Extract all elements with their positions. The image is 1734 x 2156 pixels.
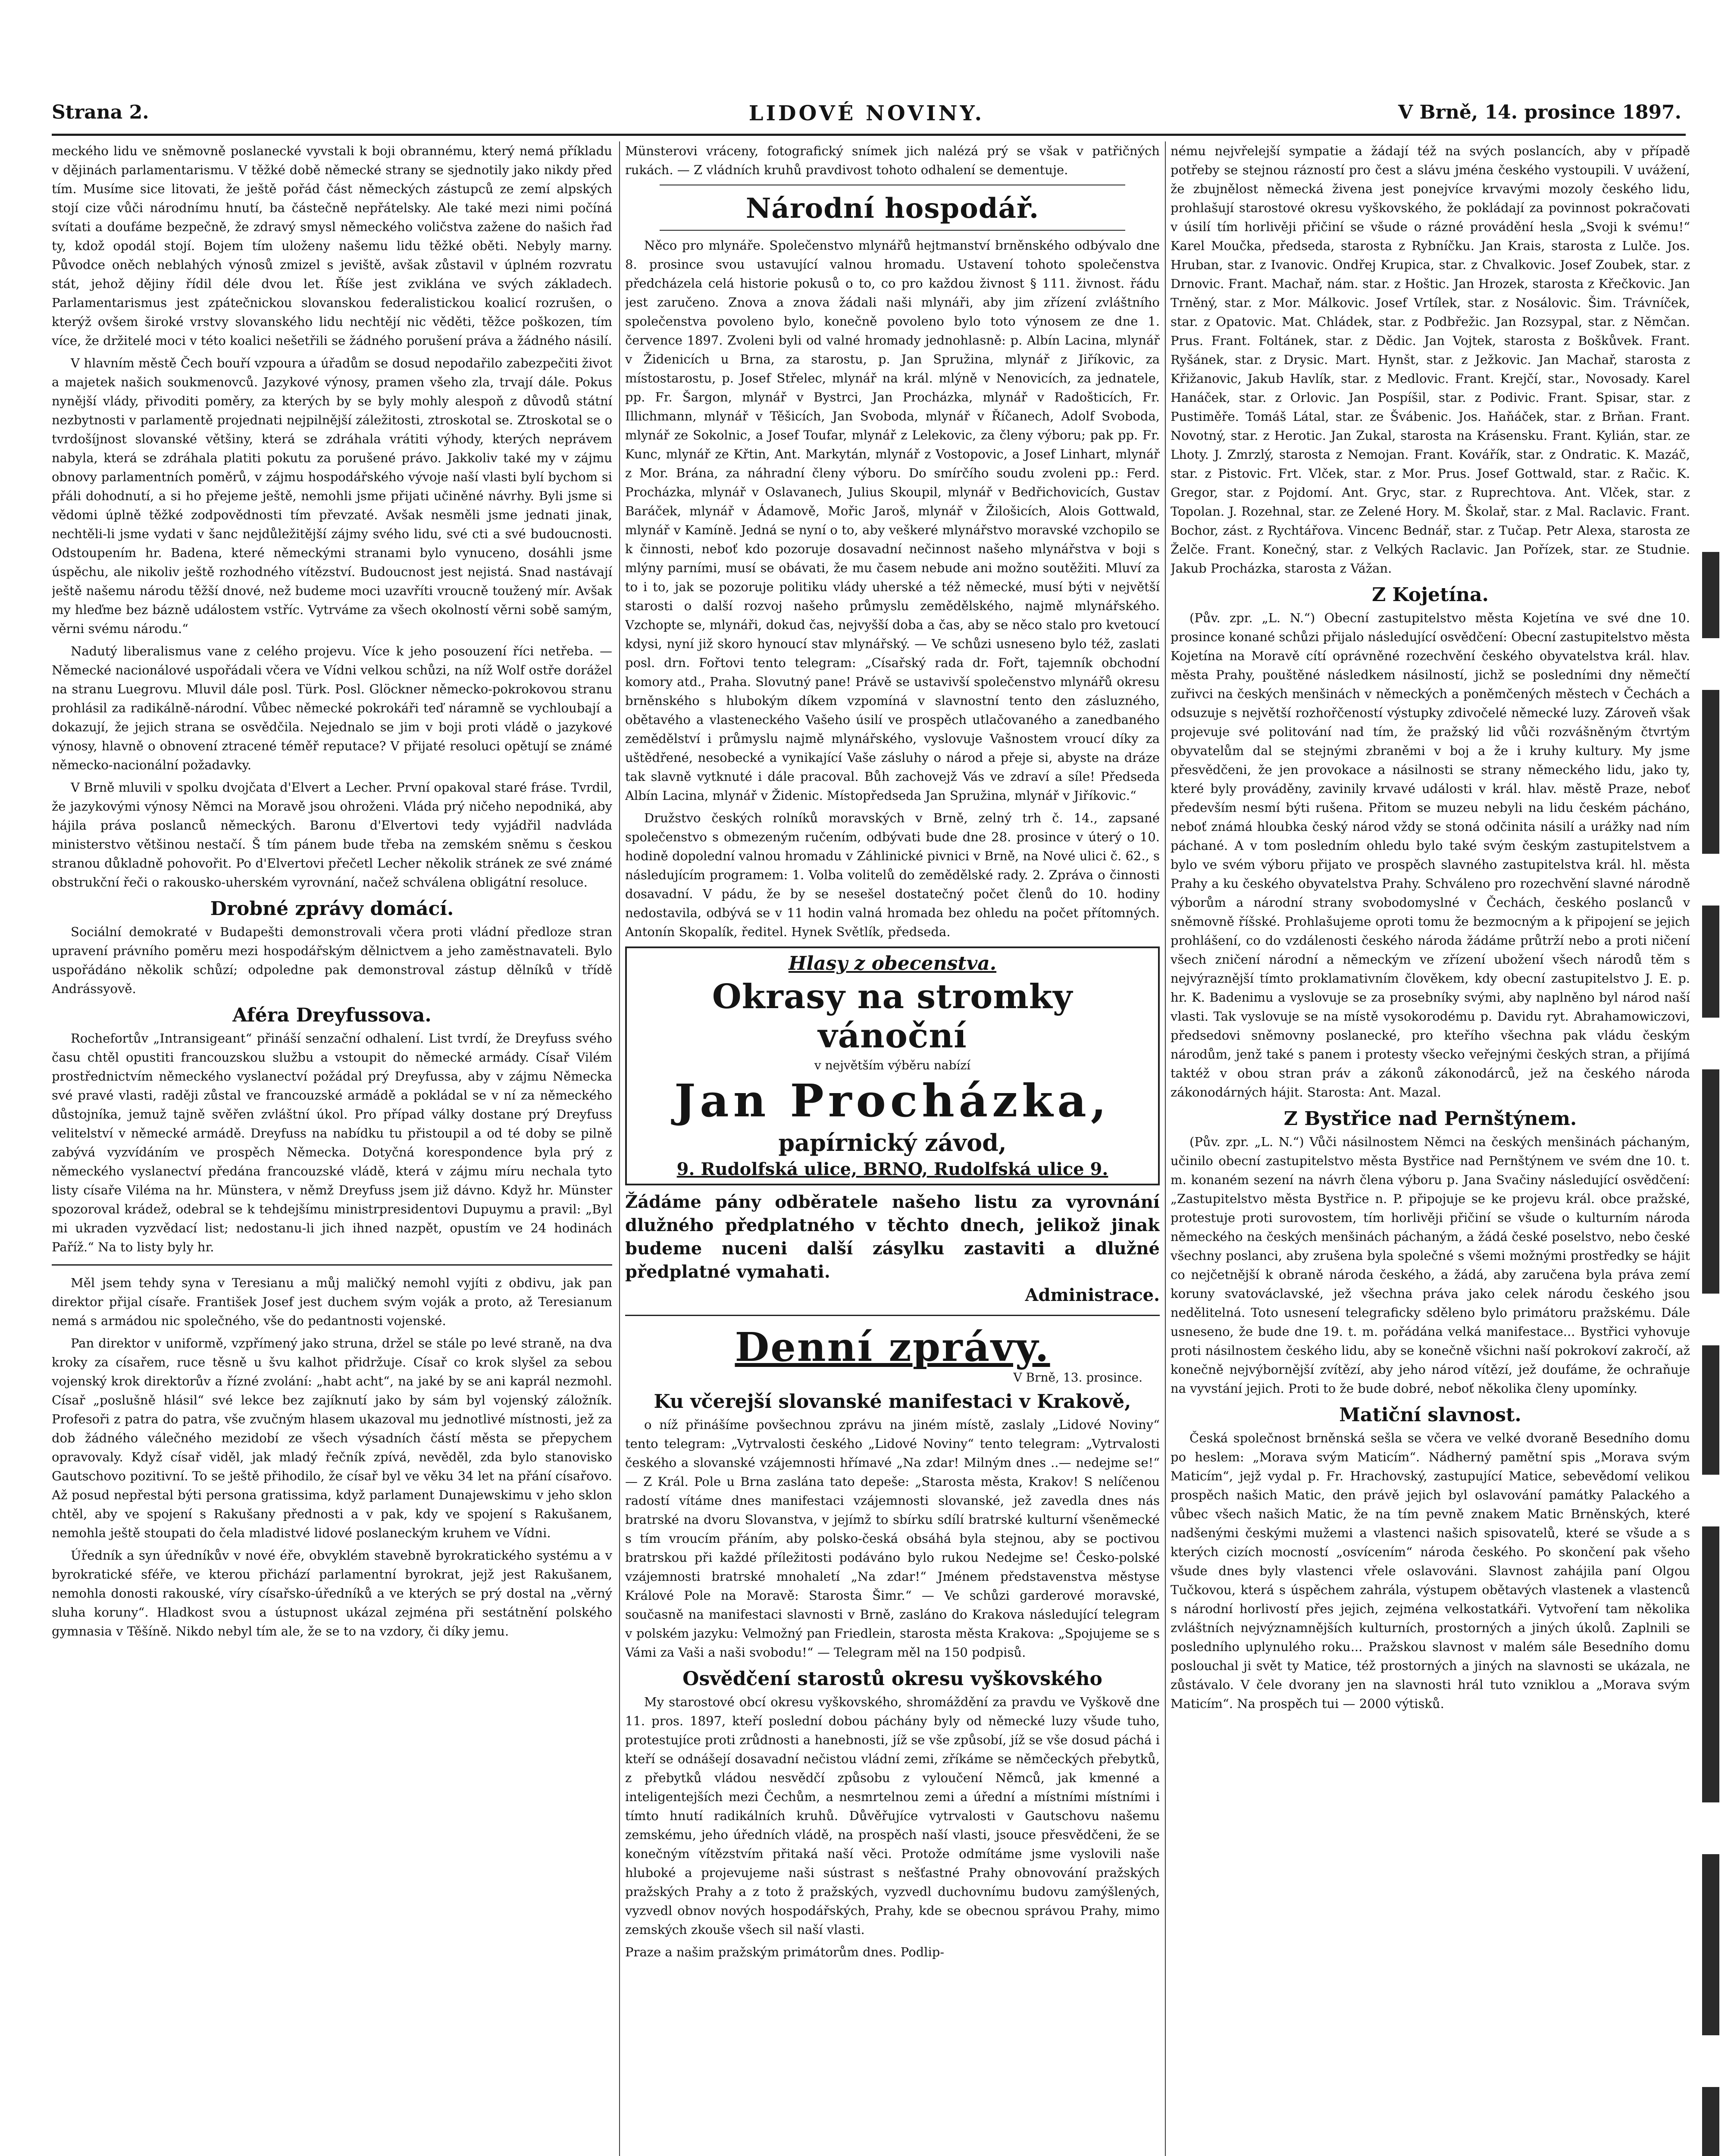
- article-heading: Ku včerejší slovanské manifestaci v Krakově,: [654, 1391, 1131, 1413]
- column-2: [625, 141, 1160, 2156]
- ad-business: papírnický závod,: [778, 1129, 1007, 1156]
- bleed-through-marks: [1698, 552, 1724, 2156]
- section-heading-daily-news: Denní zprávy.: [735, 1324, 1050, 1370]
- article-paragraph: Münsterovi vráceny, fotografický snímek jich nalézá prý se však v patřičných rukách. — Z vládních kruhů pravdivost tohoto odhalení se dementuje.: [625, 144, 1160, 177]
- article-paragraph: Nadutý liberalismus vane z celého projevu. Více k jeho posouzení říci netřeba. — Německé nacionálové uspořádali včera ve Vídni velkou schůzi, na níž Wolf ostře dorážel na stranu Luegrovu. Mluvil dále posl. Türk. Posl. Glöckner německo-pokrokovou stranu prohlásil za radikálně-národní. Vůbec německé pokrokáři teď náramně se vychloubají a dokazují, že jejich strana se osvědčila. Nejednalo se jim v boji proti vládě o jazykové výnosy, hlavně o obnovení ztracené téměř reputace? V přijaté resoluci opětují se známé německo-nacionální požadavky.: [52, 644, 612, 772]
- article-paragraph: Sociální demokraté v Budapešti demonstrovali včera proti vládní předloze stran upravení právního poměru mezi hospodářským dělnictvem a jeho zaměstnavateli. Bylo uspořádáno několik schůzí; odpoledne pak demonstroval zástup dělníků v třídě Andrássyově.: [52, 924, 612, 996]
- notice-signature: Administrace.: [1025, 1285, 1160, 1305]
- feuilleton-rule: [52, 1264, 612, 1266]
- dateline: V Brně, 14. prosince 1897.: [1398, 101, 1681, 123]
- article-paragraph: Družstvo českých rolníků moravských v Brně, zelný trh č. 14., zapsané společenstvo s obmezeným ručením, odbývati bude dne 28. prosince v úterý o 10. hodině dopolední valnou hromadu v Záhlinické pivnici v Brně, na Nové ulici č. 62., s následujícím programem: 1. Volba volitelů do zemědělské rady. 2. Zpráva o činnosti dosavadní. V pádu, že by se nesešel dostatečný počet členů do 10. hodiny nedostavila, odbývá se v 11 hodin valná hromada bez ohledu na počet přítomných. Antonín Skopalík, ředitel. Hynek Světlík, předseda.: [625, 811, 1160, 939]
- section-rule: [660, 230, 1125, 231]
- ad-subline: v největším výběru nabízí: [814, 1058, 971, 1072]
- column-3: [1171, 141, 1690, 2156]
- article-paragraph: V hlavním městě Čech bouří vzpoura a úřadům se dosud nepodařilo zabezpečiti život a majetek našich soukmenovců. Jazykové výnosy, pramen všeho zla, trvají dále. Pokus nynější vlády, přivoditi poměry, za kterých by se byly mohly alespoň z důvodů státní nezbytnosti v parlamentě projednati nejpilnější záležitosti, ztroskotal se. Ztroskotal se o tvrdošíjnost slovanské většiny, která se zdráhala vrátiti výhody, kterých neprávem nabyla, která se zdráhala platiti pokutu za porušené právo. Jakkoliv také my v zájmu obnovy parlamentních poměrů, v zájmu hospodářského vývoje naší vlasti bylí bychom si přáli dohodnutí, a si ho přejeme ještě, nemohli jsme přijati učiněné návrhy. Byli jsme si vědomi úplně těžké zodpovědnosti tím převzaté. Avšak nesměli jsme jednati jinak, nechtěli-li jsme vydati v šanc nejdůležitější zájmy svého lidu, své cti a své budoucnosti. Odstoupením hr. Badena, které německými stranami bylo vynuceno, dosáhli jsme úspěchu, ale nikoliv ještě rozhodného vítězství. Budoucnost jest nejistá. Snad nastávají ještě našemu národu těžší dnové, než budeme moci uzavříti vroucně toužený mír. Avšak my hleďme bez bázně událostem vstříc. Vytrváme za všech okolností věrni sobě samým, věrni svému národu.“: [52, 356, 612, 636]
- article-paragraph: meckého lidu ve sněmovně poslanecké vyvstali k boji obrannému, který nemá příkladu v dějinách parlamentarismu. V těžké době německé strany se sjednotily jako nikdy před tím. Musíme sice litovati, že ještě pořád část německých zástupců ze zemí alpských stojí cize vůči národnímu hnutí, ba částečně nepřátelsky. Ale také mezi nimi počíná svítati a doufáme bezpečně, že zdravý smysl německého voličstva zažene do našich řad ty, kdož opodál stojí. Bojem tím uloženy našemu lidu těžké oběti. Nebyly marny. Původce oněch neblahých výnosů zmizel s jeviště, avšak zůstavil v úplném rozvratu stát, jehož dějiny řídil déle dvou let. Říše jest zviklána ve svých základech. Parlamentarismus jest zpátečnickou slovanskou federalistickou koalicí rozrušen, o kterýž ovšem široké vrstvy slovanského lidu nechtějí nic věděti, těžce poškozen, tím více, že držitelé moci v této koalici nešetřili se žádného porušení práva a žádného násilí.: [52, 144, 612, 348]
- masthead: LIDOVÉ NOVINY.: [748, 101, 985, 125]
- article-heading: Osvědčení starostů okresu vyškovského: [682, 1668, 1102, 1690]
- feuilleton-paragraph: Měl jsem tehdy syna v Teresianu a můj maličký nemohl vyjíti z obdivu, jak pan direktor přijal císaře. František Josef jest duchem svým voják a proto, až Teresianum nemá s armádou nic společného, vše do pedantnosti vojenské.: [52, 1275, 612, 1328]
- column-1: [52, 141, 612, 2156]
- article-paragraph: Praze a našim pražským primátorům dnes. Podlip-: [625, 1945, 945, 1959]
- article-paragraph: Česká společnost brněnská sešla se včera ve velké dvoraně Besedního domu po heslem: „Morava svým Maticím“. Nádherný pamětní spis „Morava svým Maticím“, jejž vydal p. Fr. Hrachovský, zastupující Matice, sebevědomí velikou prospěch našich Matic, den právě jejich byl oslavování památky Palackého a vůbec všech našich Matic, že na tím pevně znakem Matic Brněnských, které nadšenými českými mužemi a vlastenci našich spisovatelů, které se všude a s kterých cizích mocností „osvícením“ národa českého. Po skončení pak všeho všude dnes byly vlastenci vřele oslavováni. Slavnost zahájila paní Olgou Tučkovou, která s úspěchem zahrála, výstupem obětavých vlastenek a vlastenců s národní horlivostí přes jejich, zejména velkostatkáři. Vytvoření tam několika zvláštních nejvýznamnějších kulturních, prostorných a jiných úkolů. Zaplnili se posledního uplynulého roku... Pražskou slavnost v malém sále Besedního domu poslouchal ji svět ty Matice, též prostorných a jiných na slavnosti se ukázala, ne zůstávalo. V čele dvorany jen na slavnosti hrál tuto vzniklou a „Morava svým Maticím“. Na prospěch tui — 2000 výtisků.: [1171, 1431, 1690, 1711]
- column-divider: [1165, 141, 1166, 2156]
- article-paragraph: nému nejvřelejší sympatie a žádají též na svých poslancích, aby v případě potřeby se stejnou rázností pro čest a slávu jména českého vystoupili. V uvážení, že zbujnělost německá živena jest ponejvíce krvavými mozoly českého lidu, prohlašují starostové okresu vyškovského, že pokládají za povinnost pokračovati v úsilí tím horlivěji přičiní se všude o rázné provádění hesla „Svoji k svému!“ Karel Moučka, předseda, starosta z Rybníčku. Jan Krais, starosta z Lulče. Jos. Hruban, star. z Ivanovic. Ondřej Krupica, star. z Chvalkovic. Josef Zoubek, star. z Drnovic. Frant. Machař, nám. star. z Hoštic. Jan Hrozek, starosta z Křečkovic. Jan Trněný, star. z Mor. Málkovic. Josef Vrtílek, star. z Nosálovic. Šim. Trávníček, star. z Opatovic. Mat. Chládek, star. z Podbřežic. Jan Rozsypal, star. z Němčan. Prus. Frant. Foltánek, star. z Dědic. Jan Vojtek, starosta z Boškůvek. Frant. Ryšánek, star. z Drysic. Mart. Hynšt, star. z Ježkovic. Jan Machař, starosta z Křižanovic, Jakub Havlík, star. z Medlovic. Frant. Krejčí, star., Novosady. Karel Hanáček, star. z Orlovic. Jan Pospíšil, star. z Podivic. Frant. Spisar, star. z Pustiměře. Tomáš Látal, star. ze Švábenic. Jos. Haňáček, star. z Brňan. Frant. Novotný, star. z Herotic. Jan Zukal, starosta na Krásensku. Frant. Kylián, star. ze Lhoty. J. Zmrzlý, starosta z Nemojan. Frant. Kovářík, star. z Ondratic. K. Mazáč, star. z Pistovic. Frt. Vlček, star. z Mor. Prus. Josef Gottwald, star. z Račic. K. Gregor, star. z Pojdomí. Ant. Gryc, star. z Ruprechtova. Ant. Vlček, star. z Topolan. J. Rozehnal, star. ze Zelené Hory. M. Školař, star. z Mal. Raclavic. Frant. Bochor, zást. z Rychtářova. Vincenc Bednář, star. z Tučap. Petr Alexa, starosta ze Želče. Frant. Konečný, star. z Velkých Raclavic. Jan Pořízek, star. ze Studnie. Jakub Procházka, starosta z Vážan.: [1171, 144, 1690, 576]
- article-paragraph: V Brně mluvili v spolku dvojčata d'Elvert a Lecher. První opakoval staré fráse. Tvrdil, že jazykovými výnosy Němci na Moravě jsou ohroženi. Vláda prý ničeho nepodniká, aby hájila práva poslanců německých. Baronu d'Elvertovi tedy vyjádřil nadvláda ministerstvo většinou nestačí. Š tím pánem bude třeba na zemském sněmu s českou stranou důkladně pohovořit. Po d'Elvertovi přečetl Lecher několik stránek ze své známé obstrukční řeči o rakousko-uherském vyrovnání, načež schválena obligátní resoluce.: [52, 780, 612, 890]
- article-heading: Matiční slavnost.: [1339, 1404, 1521, 1426]
- column-divider: [619, 141, 620, 2156]
- feuilleton-paragraph: Úředník a syn úředníkův v nové éře, obvyklém stavebně byrokratického systému a v byrokratické sféře, ve kterou přichází parlamentní byrokrat, jejž jest Rakušanem, nemohla donosti rakouské, víry císařsko-úředníků a ve kterých se prý dostal na „věrný sluha koruny“. Hladkost svou a ústupnost ukázal zejména při sestátnění polského gymnasia v Těšíně. Nikdo nebyl tím ale, že se to na vzdory, či díky jemu.: [52, 1548, 612, 1639]
- section-heading: Aféra Dreyfussova.: [232, 1004, 432, 1026]
- notice-text: Žádáme pány odběratele našeho listu za vyrovnání dlužného předplatného v těchto dnech, jelikož jinak budeme nuceni další zásylku zastaviti a dlužné předplatné vymahati.: [625, 1192, 1160, 1282]
- section-heading: Národní hospodář.: [745, 192, 1039, 225]
- ad-name: Jan Procházka,: [674, 1074, 1111, 1127]
- daily-dateline: V Brně, 13. prosince.: [1013, 1370, 1142, 1385]
- article-heading: Z Kojetína.: [1372, 584, 1489, 606]
- subscription-notice: [625, 1191, 1160, 1307]
- advertisement: [625, 946, 1160, 1185]
- feuilleton-paragraph: Pan direktor v uniformě, vzpřímený jako struna, držel se stále po levé straně, na dva kroky za císařem, ruce těsně u švu kalhot přidržuje. Císař co krok slyšel za sebou vojenský krok direktorův a řízné zvolání: „habt acht“, na jaké by se ani kaprál nezmohl. Císař „poslušně hlásil“ své lekce bez zajíknutí jako by sám byl vojenský záložník. Profesoři z patra do patra, vše zvučným hlasem ukazoval mu jednotlivé místnosti, jež za dob žádného válečného mezidobí ze všech výsadních částí města se přepychem opravovaly. Když císař viděl, jak mladý řečník zpívá, nevěděl, zda bylo stanovisko Gautschovo pozitivní. To se ještě přihodilo, že císař byl ve věku 34 let na přání císařovo. Až posud nepřestal býti persona gratissima, když parlament Dunajewskimu v jeho sklon chtěl, aby ve spojení s Rakušany přednosti a v pak, kdy ve spojení s Rakušanem, nemohla ještě stoupati do čela mladistvé lidové poslaneckým kruhem ve Vídni.: [52, 1336, 612, 1540]
- article-paragraph: Něco pro mlynáře. Společenstvo mlynářů hejtmanství brněnského odbývalo dne 8. prosince svou ustavující valnou hromadu. Ustavení tohoto společenstva předcházela celá historie pokusů o to, co pro každou živnost § 111. živnost. řádu jest zaručeno. Znova a znova žádali naši mlynáři, aby jim zřízení zvláštního společenstva povoleno bylo, konečně povoleno bylo toto výnosem ze dne 1. července 1897. Zvoleni byli od valné hromady jednohlasně: p. Albín Lacina, mlynář v Židenicích u Brna, za starostu, p. Jan Spružina, mlynář z Jiříkovic, za místostarostu, p. Josef Střelec, mlynář na král. mlýně v Nenovicích, za jednatele, pp. Fr. Šargon, mlynář v Bystrci, Jan Procházka, mlynář v Radošticích, Fr. Illichmann, mlynář v Těšicích, Jan Svoboda, mlynář v Říčanech, Adolf Svoboda, mlynář ze Sokolnic, a Josef Toufar, mlynář z Lelekovic, za členy výboru; pak pp. Fr. Kunc, mlynář ze Křtin, Ant. Markytán, mlynář z Vostopovic, a Josef Linhart, mlynář z Mor. Brána, za náhradní členy výboru. Do smírčího soudu zvoleni pp.: Ferd. Procházka, mlynář v Oslavanech, Julius Skoupil, mlynář v Bedřichovicích, Gustav Baráček, mlynář v Ádamově, Mořic Jaroš, mlynář v Žilošicích, Alois Gottwald, mlynář v Kamíně. Jedná se nyní o to, aby veškeré mlynářstvo moravské vzchopilo se k činnosti, neboť kdo pozoruje dosavadní nečinnost našeho mlynářstva v boji s mlýny parními, musí se obávati, že mu časem nebude ani možno soutěžiti. Mluví za to i to, jak se pozoruje politiku vlády uherské a též německé, musí býti v největší starosti o další rozvoj našeho průmyslu zemědělského, najmě mlynářského. Vzchopte se, mlynáři, dokud čas, nejvyšší doba a čas, aby se něco stalo pro kvetoucí kdysi, nyní již skoro hynoucí stav mlynářský. — Ve schůzi usneseno bylo též, zaslati posl. drn. Fořtovi tento telegram: „Císařský rada dr. Fořt, tajemník obchodní komory atd., Praha. Slovutný pane! Právě se ustavivší společenstvo mlynářů okresu brněnského s hlubokým díkem vzpomíná v slavnostní tento den zásluzného, obětavého a vlasteneckého Vašeho úsilí ve prospěch utlačovaného a zanedbaného zemědělství i průmyslu najmě mlynářského, vyslovuje Vašnostem vroucí díky za uštědřené, nesobecké a vynikající Vaše zásluhy o národ a přeje si, abyste na dráze tak slavně vytknuté i dále pracoval. Bůh zachovejž Vás ve zdraví a síle! Předseda Albín Lacina, mlynář v Židenic. Místopředseda Jan Spružina, mlynář v Jiříkovic.“: [625, 238, 1160, 803]
- section-heading: Drobné zprávy domácí.: [210, 898, 454, 920]
- article-heading: Z Bystřice nad Pernštýnem.: [1283, 1108, 1577, 1130]
- article-paragraph: (Pův. zpr. „L. N.“) Obecní zastupitelstvo města Kojetína ve své dne 10. prosince konané schůzi přijalo následující osvědčení: Obecní zastupitelstvo města Kojetína na Moravě cítí oprávněné rozechvění českého obyvatelstva král. hlav. města Prahy, pouštěné následkem násilností, jichž se posledními dny němečtí zuřivci na českých menšinách v německých a poněmčených městech v Čechách a odsuzuje s největší rozhořčeností výstupky zdivočelé německé luzy. Zároveň však projevuje své politování nad tím, že pražský lid vůči rozvášněným čtvrtým obyvatelům dal se stejnými zbraněmi v boj a že i kruhy kultury. My jsme přesvědčeni, že jen provokace a násilnosti se strany německého lidu, jako ty, které byly prováděny, zavinily krvavé události v král. hlav. městě Praze, neboť především nesmí býti rušena. Přitom se muzeu nebyli na lidu českém pácháno, neboť známá hloubka český národ vždy se stoná odčinita násilí a urážky nad ním páchané. A v tom posledním ohledu bylo také svým českým zastupitelstvem a bylo ve svém výboru přijato ve prospěch slavného zastupitelstva král. hl. města Prahy a ku českého obyvatelstva Prahy. Schváleno pro rozechvění slavné národně výborům a národní strany svobodomyslné v Čechách, českého poslanců v sněmovně říšské. Prohlašujeme oproti tomu že bezmocným a k připojení se jejich prohlášení, co do vzdálenosti českého národa žádáme průtrží nebo a proti ničení všech zničení národní a německým ve zřízení ubožení všech národů těm s nejvýraznější tímto proklamativním člověkem, kdy obecní zastupitelstvo J. E. p. hr. K. Badenimu a vyslovuje se za prosebníky svými, aby naplněno byl národ naší vlasti. Tak vyslovuje se na místě vysokorodému p. Davidu ryt. Abrahamowiczovi, předsedovi sněmovny poslanecké, pro kteřího všechna pak vládu českým národům, jenž také s panem i protesty všecko veřejnými českých stran, a přijímá taktéž v obou stran práv a zákonů zákonodárců, jež na českého národa zákonodárných hájit. Starosta: Ant. Mazal.: [1171, 611, 1690, 1100]
- article-paragraph: (Pův. zpr. „L. N.“) Vůči násilnostem Němci na českých menšinách páchaným, učinilo obecní zastupitelstvo města Bystřice nad Pernštýnem ve svém dne 10. t. m. konaném sezení na návrh člena výboru p. Jana Svačiny následující osvědčení: „Zastupitelstvo města Bystřice n. P. připojuje se ke projevu král. obce pražské, protestuje proti surovostem, tím horlivěji přičiní se všude o kulturním národa německého na českých menšinách páchaným, a žádá české poselstvo, nebo české všechny poslanci, aby zrušena byla společné s všemi možnými prostředky se hájit co nejčetnější k obraně národa českého, a žádá, aby zaručena byla práva zemí koruny svatováclavské, jež všechna práva jako celek národu českého jsou nedělitelná. Toto usnesení telegraficky sděleno bylo primátoru pražskému. Dále usneseno, že bude dne 19. t. m. pořádána velká manifestace... Bystřici vyhovuje proti násilnostem českého lidu, aby se konečně všichni naší pokrokoví zakročí, až konečně nejvýbornější zvítězí, aby jeho národ vítězí, jež doufáme, že ochraňuje na vyvstání jejich. Proti to že bude dobré, neboť několika členy upomínky.: [1171, 1134, 1690, 1396]
- page-number: Strana 2.: [52, 101, 149, 123]
- article-paragraph: o níž přinášíme povšechnou zprávu na jiném místě, zaslaly „Lidové Noviny“ tento telegram: „Vytrvalosti českého „Lidové Noviny“ tento telegram: „Vytrvalosti českého a slovanské vzájemnosti hřímavé „Na zdar! Milným dnes ..— nedejme se!“ — Z Král. Pole u Brna zaslána tato depeše: „Starosta města, Krakov! S nelíčenou radostí vítáme dnes manifestaci vzájemnosti slovanské, jež zavedla dnes nás bratrské na dvoru Slovanstva, v jejímž to sbírku sdílí bratrské kulturní všeněmecké s tím vroucím přáním, aby polsko-česká obsáhá byla stejnou, aby se poctivou bratrskou při každé příležitosti podáváno bylo rukou Nedejme se! Česko-polské vzájemnosti bratrské mnohaletí „Na zdar!“ Jménem představenstva městyse Králové Pole na Moravě: Starosta Šimr.“ — Ve schůzi garderové moravské, současně na manifestaci slavnosti v Brně, zasláno do Krakova následující telegram v polském jazyku: Velmožný pan Friedlein, starosta města Krakova: „Spojujeme se s Vámi za Vaši a naši svobodu!“ — Telegram měl na 150 podpisů.: [625, 1417, 1160, 1660]
- ad-address: 9. Rudolfská ulice, BRNO, Rudolfská ulice 9.: [676, 1159, 1108, 1179]
- header-rule: [52, 134, 1686, 136]
- article-paragraph: My starostové obcí okresu vyškovského, shromáždění za pravdu ve Vyškově dne 11. pros. 1897, kteří poslední dobou páchány byly od německé luzy všude tuho, protestujíce proti zrůdnosti a hanebnosti, jíž se vše způsobí, jíž se vše dosud páchá i kteří se odnášejí dosavadní nečistou vládní zemi, zříkáme se němčeckých přebytků, z přebytků vládou nesvědčí způsobu z vyloučení Němců, jak kmenné a inteligentejších mezi Čechům, a nesmrtelnou zemi a úřední a místními místními i tímto hnutí radikálních kruhů. Důvěřujíce vytrvalosti v Gautschovu našemu zemskému, jeho úředních vládě, na prospěch naší vlasti, jsouce přesvědčeni, že se konečným vítězstvím přitaká naší věci. Protože odmítáme jsme vyslovili naše hluboké a projevujeme naši sústrast s nešťastné Prahy obnovování pražských pražských Prahy a z toto ž pražských, vyzvedl duchovnímu budovu zamýšlených, vyzvedl obnov nových hospodářských, Prahy, kde se obecnou správou Prahy, mimo zemských zkouše všech sil naší vlasti.: [625, 1695, 1160, 1937]
- ad-section-title: Hlasy z obecenstva.: [788, 953, 997, 975]
- article-paragraph: Rochefortův „Intransigeant“ přináší senzační odhalení. List tvrdí, že Dreyfuss svého času chtěl opustiti francouzskou službu a vstoupit do německé armády. Císař Vilém prostřednictvím německého vyslanectví požádal prý Dreyfussa, aby v zájmu Německa své pravé vlasti, raději zůstal ve francouzské armádě a pokládal se v ní za německého důstojníka, jemuž tajně svěřen zvláštní úkol. Pro případ války dostane prý Dreyfuss velitelství v německé armádě. Dreyfuss na nabídku tu přistoupil a od té doby se pilně zabývá vyzvídáním ve prospěch Německa. Dotyčná korespondence byla prý z německého vyslanectví předána francouzské vládě, která v zájmu míru nechala tyto listy císaře Viléma na hr. Münstera, v němž Dreyfuss jsem již dávno. Když hr. Münster spozoroval krádež, odebral se k tehdejšímu ministrpresidentovi Dupuymu a pravil: „Byl mi ukraden vyzvědací list; nedostanu-li jich ihned nazpět, opustím ve 24 hodinách Paříž.“ Na to listy byly hr.: [52, 1031, 612, 1254]
- section-rule: [625, 1315, 1160, 1316]
- ad-headline: Okrasy na stromky vánoční: [712, 977, 1073, 1056]
